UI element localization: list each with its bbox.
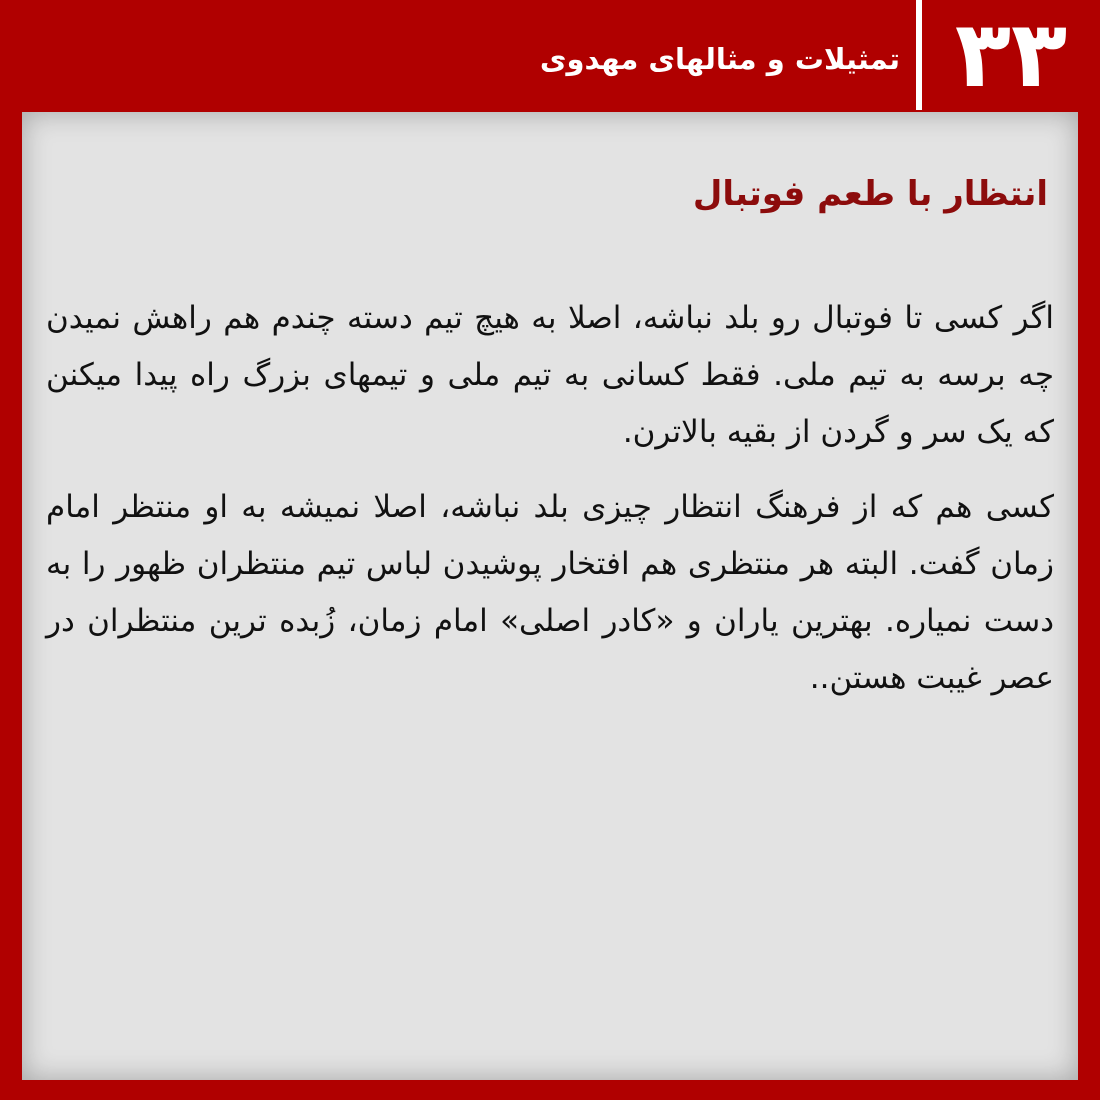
header-bar [0,0,1100,110]
article-body [46,290,1054,725]
paragraph: اگر کسی تا فوتبال رو بلد نباشه، اصلا به هیچ تیم دسته چندم هم راهش نمیدن چه برسه به تیم ملی. فقط کسانی به تیم ملی و تیمهای بزرگ راه پیدا میکنن که یک سر و گردن از بقیه بالاترن. [46,300,1054,450]
content-panel [22,112,1078,1080]
article-title: انتظار با طعم فوتبال [692,174,1048,214]
series-title: تمثیلات و مثالهای مهدوی [539,42,900,76]
paragraph: کسی هم که از فرهنگ انتظار چیزی بلد نباشه، اصلا نمیشه به او منتظر امام زمان گفت. البته هر منتظری هم افتخار پوشیدن لباس تیم منتظران ظهور را به دست نمیاره. بهترین یاران و «کادر اصلی» امام زمان، زُبده ترین منتظران در عصر غیبت هستن.. [46,489,1054,696]
episode-number: ۳۳ [954,1,1068,108]
